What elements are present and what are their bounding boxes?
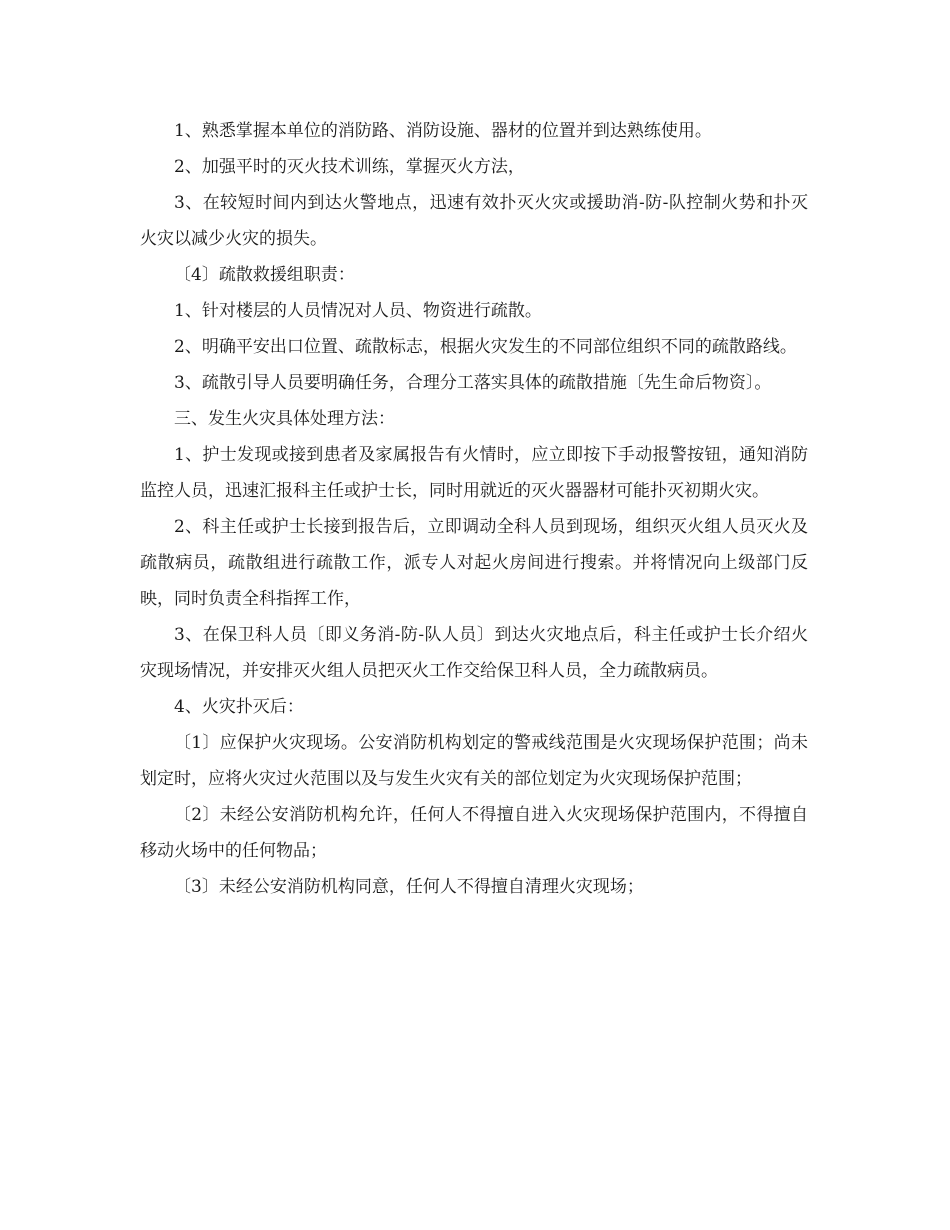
- paragraph-6: 3、疏散引导人员要明确任务，合理分工落实具体的疏散措施〔先生命后物资〕。: [174, 373, 772, 393]
- paragraph-8: 2、科主任或护士长接到报告后，立即调动全科人员到现场，组织灭火组人员灭火及疏散病员，疏散组进行疏散工作，派专人对起火房间进行搜索。并将情况向上级部门反映，同时负责全科指挥工作，: [140, 517, 808, 609]
- sub-item-1: 〔1〕应保护火灾现场。公安消防机构划定的警戒线范围是火灾现场保护范围；尚未划定时，应将火灾过火范围以及与发生火灾有关的部位划定为火灾现场保护范围；: [140, 733, 808, 789]
- paragraph-9: 3、在保卫科人员〔即义务消-防-队人员〕到达火灾地点后，科主任或护士长介绍火灾现场情况，并安排灭火组人员把灭火工作交给保卫科人员，全力疏散病员。: [140, 625, 808, 681]
- paragraph-7: 1、护士发现或接到患者及家属报告有火情时，应立即按下手动报警按钮，通知消防监控人员，迅速汇报科主任或护士长，同时用就近的灭火器器材可能扑灭初期火灾。: [140, 445, 808, 501]
- paragraph-10: 4、火灾扑灭后：: [174, 697, 304, 717]
- paragraph-3: 3、在较短时间内到达火警地点，迅速有效扑灭火灾或援助消-防-队控制火势和扑灭火灾以减少火灾的损失。: [140, 193, 808, 249]
- sub-item-3: 〔3〕未经公安消防机构同意，任何人不得擅自清理火灾现场；: [174, 877, 644, 897]
- section-heading-evacuation: 〔4〕疏散救援组职责：: [174, 265, 355, 285]
- paragraph-5: 2、明确平安出口位置、疏散标志，根据火灾发生的不同部位组织不同的疏散路线。: [174, 337, 797, 357]
- paragraph-1: 1、熟悉掌握本单位的消防路、消防设施、器材的位置并到达熟练使用。: [174, 121, 712, 141]
- paragraph-2: 2、加强平时的灭火技术训练，掌握灭火方法，: [174, 157, 525, 177]
- document-body: [140, 113, 808, 905]
- paragraph-4: 1、针对楼层的人员情况对人员、物资进行疏散。: [174, 301, 542, 321]
- sub-item-2: 〔2〕未经公安消防机构允许，任何人不得擅自进入火灾现场保护范围内，不得擅自移动火场中的任何物品；: [140, 805, 808, 861]
- section-heading-procedure: 三、发生火灾具体处理方法：: [174, 409, 395, 429]
